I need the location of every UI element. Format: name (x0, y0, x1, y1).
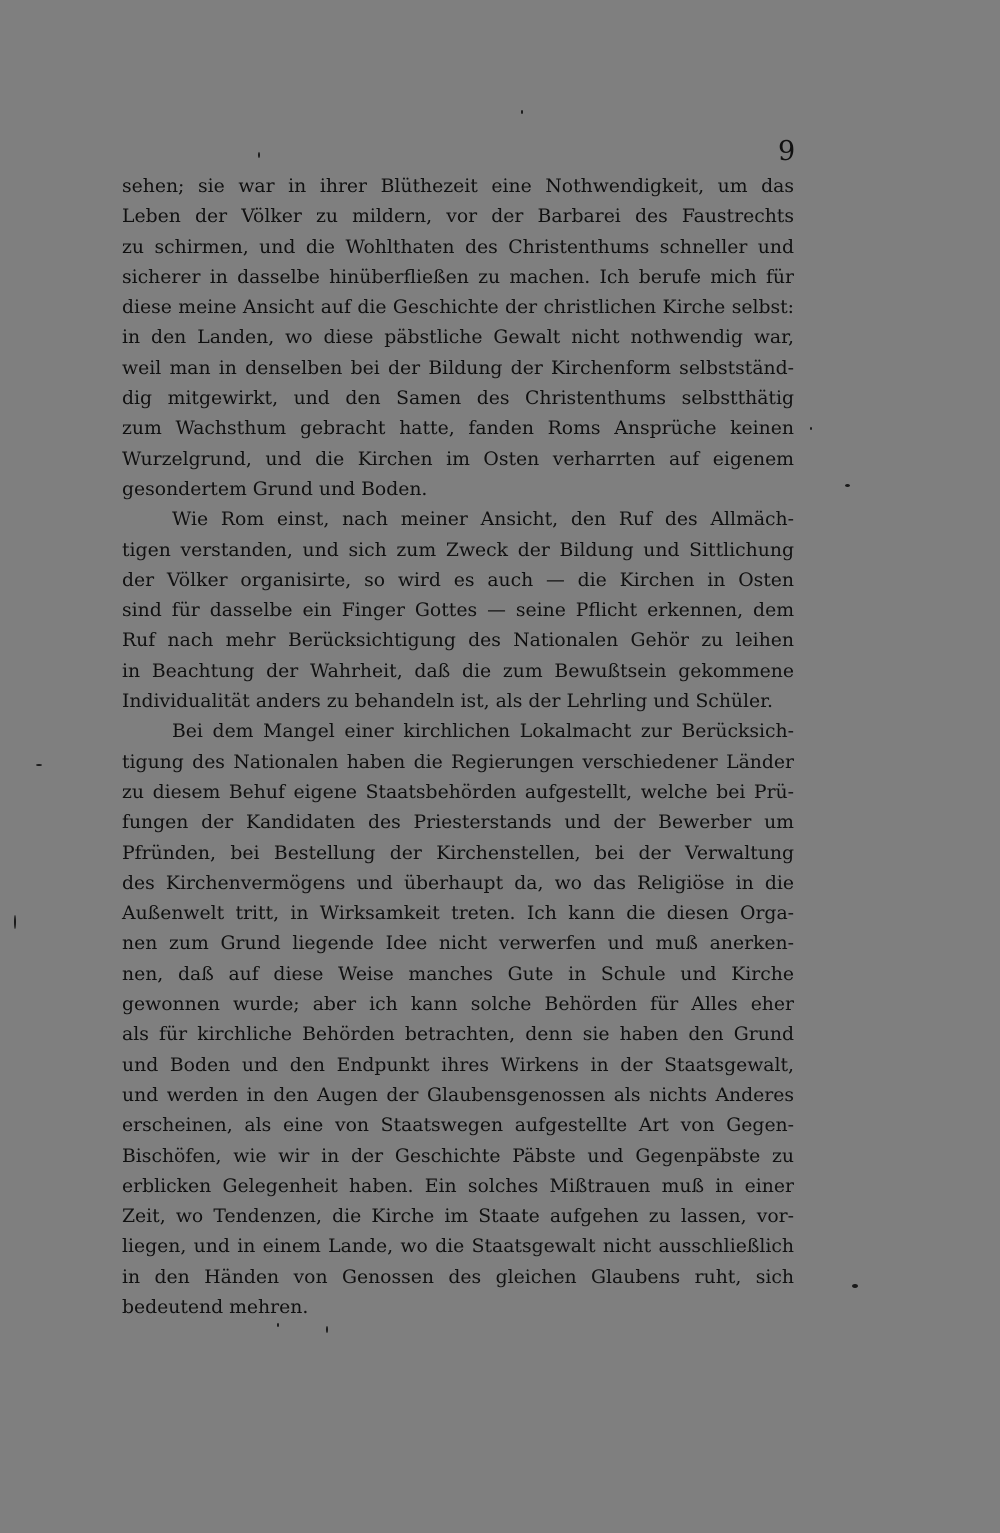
text-line: fungen der Kandidaten des Priesterstands und der Bewerber um (122, 812, 794, 834)
body-text (122, 172, 794, 1323)
text-line: des Kirchenvermögens und überhaupt da, wo das Religiöse in die (122, 872, 794, 894)
text-line: gesondertem Grund und Boden. (122, 478, 428, 500)
text-line: nen, daß auf diese Weise manches Gute in Schule und Kirche (122, 963, 794, 985)
text-line: Pfründen, bei Bestellung der Kirchenstellen, bei der Verwaltung (122, 842, 794, 864)
paragraph (122, 505, 794, 717)
text-line: gewonnen wurde; aber ich kann solche Behörden für Alles eher (122, 994, 794, 1016)
text-line: Bischöfen, wie wir in der Geschichte Päbste und Gegenpäbste zu (122, 1145, 794, 1167)
text-line: tigen verstanden, und sich zum Zweck der Bildung und Sittlichung (122, 539, 794, 561)
text-line: in den Händen von Genossen des gleichen Glaubens ruht, sich (122, 1266, 794, 1288)
text-line: sind für dasselbe ein Finger Gottes — seine Pflicht erkennen, dem (122, 600, 794, 622)
text-line: Bei dem Mangel einer kirchlichen Lokalmacht zur Berücksich- (172, 721, 794, 743)
scan-speck (810, 427, 812, 430)
text-line: zu diesem Behuf eigene Staatsbehörden aufgestellt, welche bei Prü- (122, 781, 794, 803)
text-line: nen zum Grund liegende Idee nicht verwerfen und muß anerken- (122, 933, 794, 955)
scan-speck (14, 915, 16, 929)
scan-speck (326, 1326, 328, 1333)
text-line: Außenwelt tritt, in Wirksamkeit treten. Ich kann die diesen Orga- (122, 903, 794, 925)
paragraph (122, 717, 794, 1323)
paragraph (122, 172, 794, 505)
scan-speck (521, 110, 523, 114)
scan-speck (845, 484, 850, 487)
text-line: erscheinen, als eine von Staatswegen aufgestellte Art von Gegen- (122, 1115, 794, 1137)
text-line: Wurzelgrund, und die Kirchen im Osten verharrten auf eigenem (122, 448, 794, 470)
text-line: erblicken Gelegenheit haben. Ein solches Mißtrauen muß in einer (122, 1175, 794, 1197)
text-line: Leben der Völker zu mildern, vor der Barbarei des Faustrechts (122, 206, 794, 228)
scan-speck (277, 1323, 279, 1327)
text-line: zu schirmen, und die Wohlthaten des Christenthums schneller und (122, 236, 794, 258)
text-line: Ruf nach mehr Berücksichtigung des Nationalen Gehör zu leihen (122, 630, 794, 652)
text-line: als für kirchliche Behörden betrachten, denn sie haben den Grund (122, 1024, 794, 1046)
text-line: weil man in denselben bei der Bildung der Kirchenform selbstständ- (122, 357, 794, 379)
text-line: in den Landen, wo diese päbstliche Gewalt nicht nothwendig war, (122, 327, 794, 349)
scan-speck (36, 764, 42, 766)
text-line: in Beachtung der Wahrheit, daß die zum Bewußtsein gekommene (122, 660, 794, 682)
text-line: bedeutend mehren. (122, 1296, 309, 1318)
text-line: Wie Rom einst, nach meiner Ansicht, den Ruf des Allmäch- (172, 509, 794, 531)
text-line: der Völker organisirte, so wird es auch — die Kirchen in Osten (122, 569, 794, 591)
text-line: tigung des Nationalen haben die Regierungen verschiedener Länder (122, 751, 794, 773)
page-number: 9 (778, 136, 796, 167)
text-line: diese meine Ansicht auf die Geschichte der christlichen Kirche selbst: (122, 297, 794, 319)
text-line: und werden in den Augen der Glaubensgenossen als nichts Anderes (122, 1084, 794, 1106)
scan-speck (852, 1284, 858, 1288)
text-line: sicherer in dasselbe hinüberfließen zu machen. Ich berufe mich für (122, 266, 794, 288)
text-line: dig mitgewirkt, und den Samen des Christenthums selbstthätig (122, 388, 794, 410)
text-line: zum Wachsthum gebracht hatte, fanden Roms Ansprüche keinen (122, 418, 794, 440)
scan-speck (258, 152, 260, 158)
text-line: Individualität anders zu behandeln ist, als der Lehrling und Schüler. (122, 691, 774, 713)
text-line: und Boden und den Endpunkt ihres Wirkens in der Staatsgewalt, (122, 1054, 794, 1076)
text-line: Zeit, wo Tendenzen, die Kirche im Staate aufgehen zu lassen, vor- (122, 1206, 794, 1228)
text-line: sehen; sie war in ihrer Blüthezeit eine Nothwendigkeit, um das (122, 176, 794, 197)
text-line: liegen, und in einem Lande, wo die Staatsgewalt nicht ausschließlich (122, 1236, 794, 1258)
